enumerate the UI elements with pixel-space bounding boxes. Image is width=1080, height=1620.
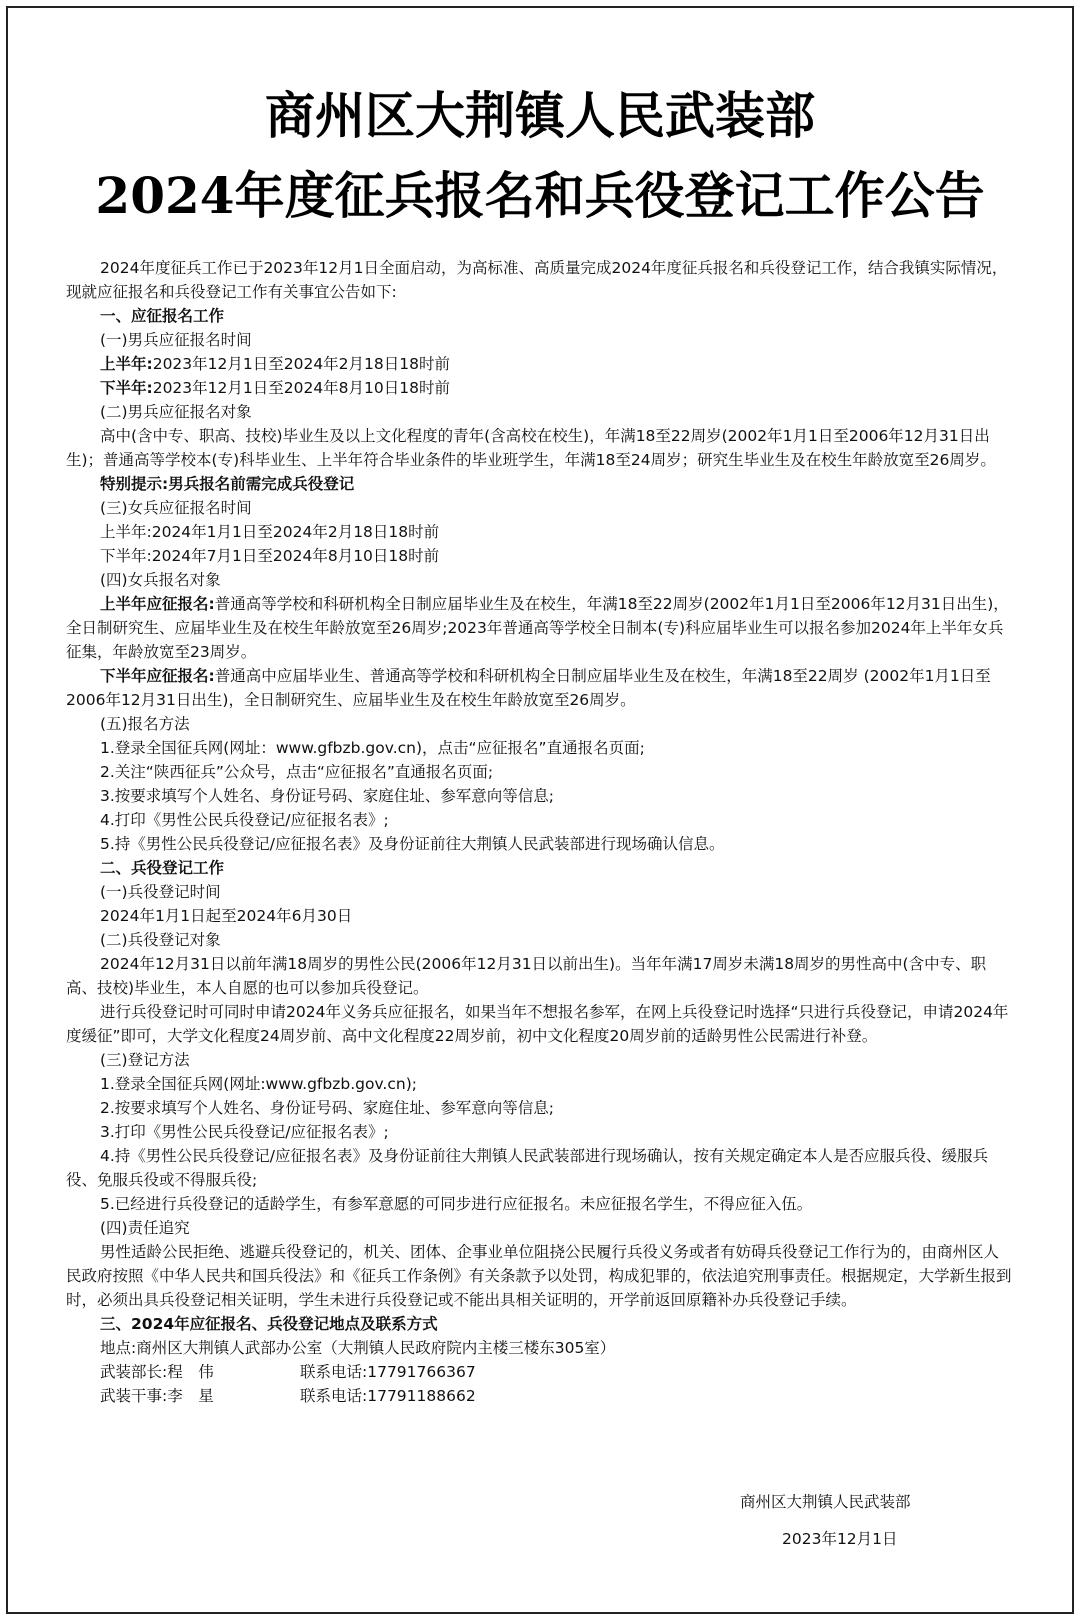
service-target-text: 2024年12月31日以前年满18周岁的男性公民(2006年12月31日以前出生)。当年年满17周岁未满18周岁的男性高中(含中专、职高、技校)毕业生，本人自愿的也可以参加兵役登记。	[66, 955, 987, 997]
registration-method-item: 3.按要求填写个人姓名、身份证号码、家庭住址、参军意向等信息;	[100, 787, 555, 805]
service-method-item: 3.打印《男性公民兵役登记/应征报名表》;	[100, 1123, 389, 1141]
registration-method-item: 1.登录全国征兵网(网址：www.gfbzb.gov.cn)，点击“应征报名”直通报名页面;	[100, 739, 645, 757]
male-second-half	[66, 376, 1014, 400]
male-time-heading: (一)男兵应征报名时间	[100, 331, 252, 349]
signature-org: 商州区大荆镇人民武装部	[740, 1493, 911, 1511]
intro-paragraph: 2024年度征兵工作已于2023年12月1日全面启动，为高标准、高质量完成2024年度征兵报名和兵役登记工作，结合我镇实际情况，现就应征报名和兵役登记工作有关事宜公告如下:	[66, 259, 1008, 301]
contact-phone: 联系电话:17791188662	[300, 1387, 476, 1405]
male-second-label: 下半年:	[100, 379, 153, 397]
section-1-heading: 一、应征报名工作	[100, 307, 225, 325]
female-first-label: 上半年应征报名:	[100, 595, 215, 613]
liability-text: 男性适龄公民拒绝、逃避兵役登记的，机关、团体、企事业单位阻挠公民履行兵役义务或者有妨碍兵役登记工作行为的，由商州区人民政府按照《中华人民共和国兵役法》和《征兵工作条例》有关条款予以处罚，构成犯罪的，依法追究刑事责任。根据规定，大学新生报到时，必须出具兵役登记相关证明，学生未进行兵役登记或不能出具相关证明的，开学前返回原籍补办兵役登记手续。	[66, 1243, 1012, 1309]
service-method-item: 1.登录全国征兵网(网址:www.gfbzb.gov.cn);	[100, 1075, 417, 1093]
section-2-heading: 二、兵役登记工作	[100, 859, 225, 877]
registration-method-heading: (五)报名方法	[100, 715, 190, 733]
special-note: 特别提示:男兵报名前需完成兵役登记	[100, 475, 355, 493]
male-second-value: 2023年12月1日至2024年8月10日18时前	[152, 379, 450, 397]
male-first-half	[66, 352, 1014, 376]
female-second-half: 下半年:2024年7月1日至2024年8月10日18时前	[100, 547, 440, 565]
female-second-text: 普通高中应届毕业生、普通高等学校和科研机构全日制应届毕业生及在校生，年满18至22周岁 (2002年1月1日至2006年12月31日出生)，全日制研究生、应届毕业生及在校生年龄放宽至26周岁。	[66, 667, 991, 709]
male-first-value: 2023年12月1日至2024年2月18日18时前	[152, 355, 450, 373]
female-first-half: 上半年:2024年1月1日至2024年2月18日18时前	[100, 523, 440, 541]
service-time-text: 2024年1月1日起至2024年6月30日	[100, 907, 353, 925]
title-line-1: 商州区大荆镇人民武装部	[265, 86, 815, 145]
female-second-paragraph	[66, 664, 1014, 712]
location-text: 地点:商州区大荆镇人武部办公室（大荆镇人民政府院内主楼三楼东305室）	[100, 1339, 616, 1357]
male-first-label: 上半年:	[100, 355, 153, 373]
service-method-item: 5.已经进行兵役登记的适龄学生，有参军意愿的可同步进行应征报名。未应征报名学生，不得应征入伍。	[100, 1195, 813, 1213]
female-first-paragraph	[66, 592, 1014, 664]
service-target-text-2: 进行兵役登记时可同时申请2024年义务兵应征报名，如果当年不想报名参军，在网上兵役登记时选择“只进行兵役登记，申请2024年度缓征”即可，大学文化程度24周岁前、高中文化程度22周岁前，初中文化程度20周岁前的适龄男性公民需进行补登。	[66, 1003, 1009, 1045]
notice-body	[66, 256, 1014, 1408]
male-target-text: 高中(含中专、职高、技校)毕业生及以上文化程度的青年(含高校在校生)，年满18至22周岁(2002年1月1日至2006年12月31日出生)；普通高等学校本(专)科毕业生、上半年符合毕业条件的毕业班学生，年满18至24周岁；研究生毕业生及在校生年龄放宽至26周岁。	[66, 427, 996, 469]
female-time-heading: (三)女兵应征报名时间	[100, 499, 252, 517]
contact-phone: 联系电话:17791766367	[300, 1363, 476, 1381]
male-target-heading: (二)男兵应征报名对象	[100, 403, 252, 421]
female-first-text: 普通高等学校和科研机构全日制应届毕业生及在校生，年满18至22周岁(2002年1月1日至2006年12月31日出生)，全日制研究生、应届毕业生及在校生年龄放宽至26周岁;2023年普通高等学校全日制本(专)科应届毕业生可以报名参加2024年上半年女兵征集，年龄放宽至23周岁。	[66, 595, 1009, 661]
registration-method-item: 4.打印《男性公民兵役登记/应征报名表》;	[100, 811, 389, 829]
service-method-item: 2.按要求填写个人姓名、身份证号码、家庭住址、参军意向等信息;	[100, 1099, 555, 1117]
contact-row	[66, 1384, 1014, 1408]
contact-name: 武装干事:李 星	[100, 1387, 214, 1405]
section-3-heading: 三、2024年应征报名、兵役登记地点及联系方式	[100, 1315, 438, 1333]
signature-date: 2023年12月1日	[782, 1530, 898, 1548]
registration-method-item: 5.持《男性公民兵役登记/应征报名表》及身份证前往大荆镇人民武装部进行现场确认信息。	[100, 835, 725, 853]
service-target-heading: (二)兵役登记对象	[100, 931, 221, 949]
service-method-heading: (三)登记方法	[100, 1051, 190, 1069]
registration-method-item: 2.关注“陕西征兵”公众号，点击“应征报名”直通报名页面;	[100, 763, 494, 781]
female-target-heading: (四)女兵报名对象	[100, 571, 221, 589]
service-time-heading: (一)兵役登记时间	[100, 883, 221, 901]
service-method-item: 4.持《男性公民兵役登记/应征报名表》及身份证前往大荆镇人民武装部进行现场确认，按有关规定确定本人是否应服兵役、缓服兵役、免服兵役或不得服兵役;	[66, 1147, 989, 1189]
contact-name: 武装部长:程 伟	[100, 1363, 214, 1381]
female-second-label: 下半年应征报名:	[100, 667, 215, 685]
title-line-2: 2024年度征兵报名和兵役登记工作公告	[95, 166, 985, 225]
liability-heading: (四)责任追究	[100, 1219, 190, 1237]
contact-row	[66, 1360, 1014, 1384]
